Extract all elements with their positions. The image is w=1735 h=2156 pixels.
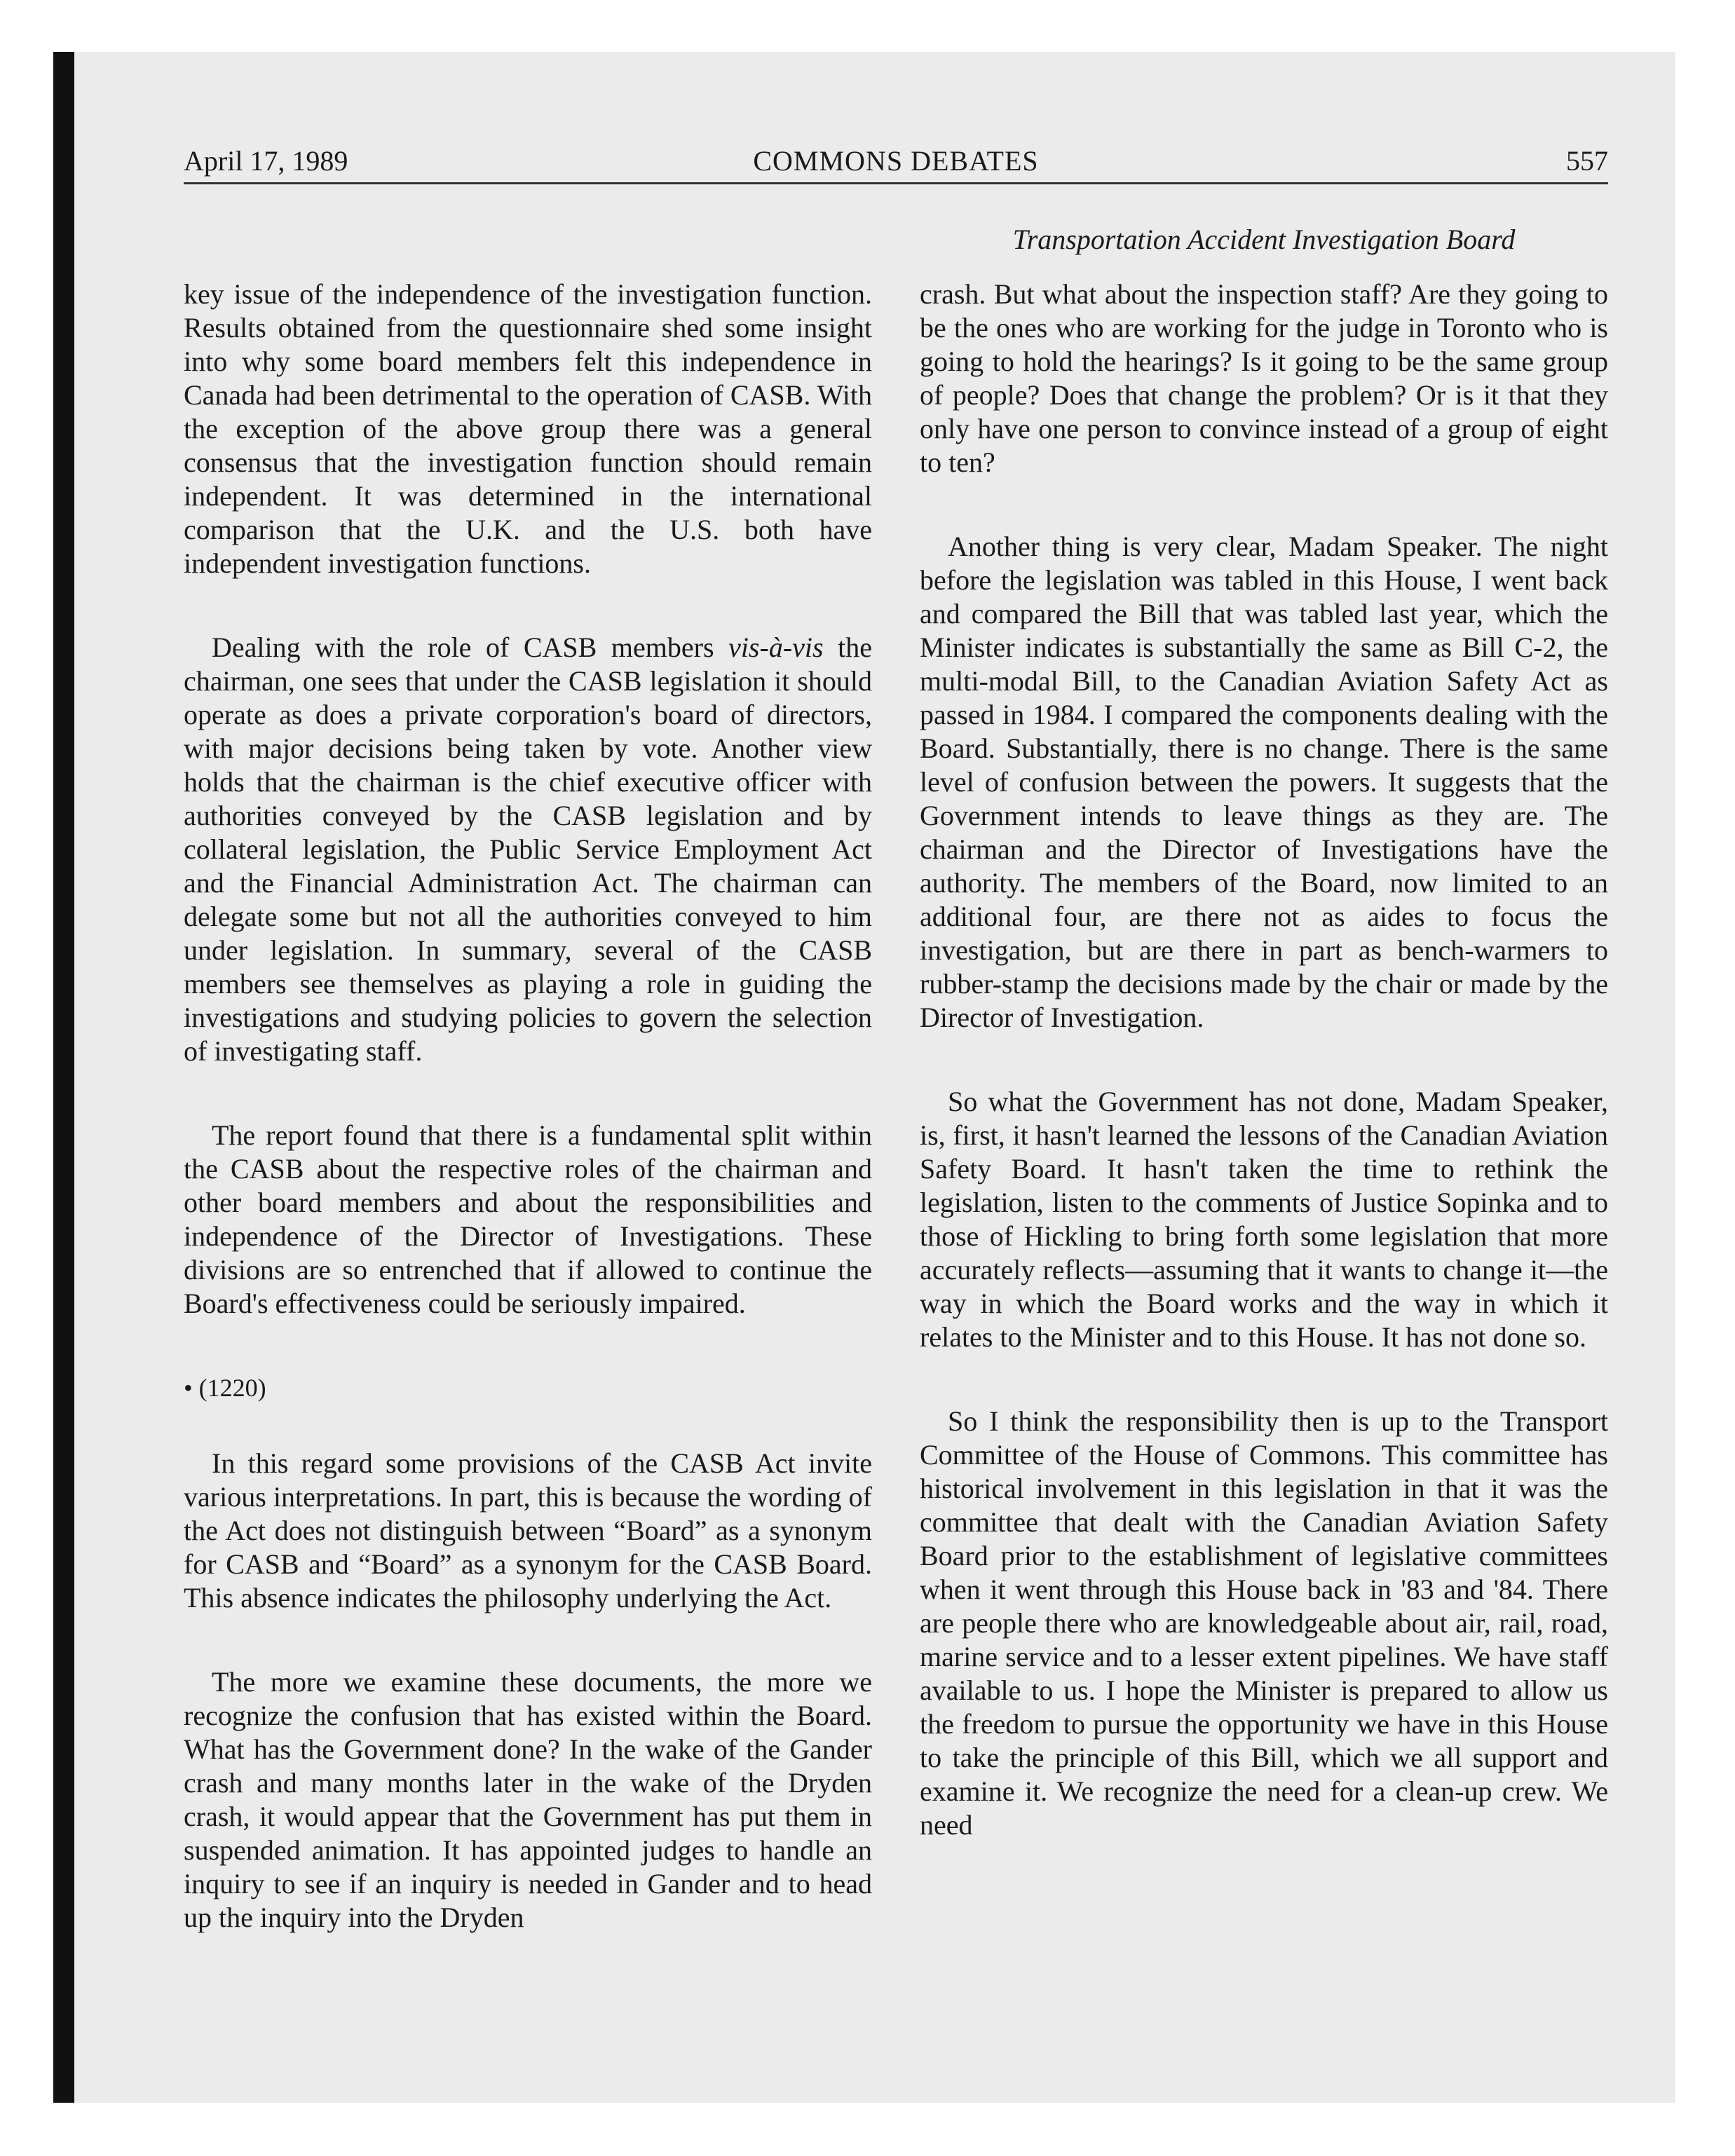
- header-title: COMMONS DEBATES: [753, 145, 1039, 177]
- left-paragraph-1: key issue of the independence of the investigation function. Results obtained from the questionnaire shed some insight into why some board members felt this independence in Canada had been detrimental to the operation of CASB. With the exception of the above group there was a general consensus that the investigation function should remain independent. It was determined in the international comparison that the U.K. and the U.S. both have independent investigation functions.: [184, 278, 872, 579]
- left-paragraph-3: The report found that there is a fundamental split within the CASB about the respective roles of the chairman and other board members and about the responsibilities and independence of the Director of Investigations. These divisions are so entrenched that if allowed to continue the Board's effectiveness could be seriously impaired.: [184, 1119, 872, 1319]
- page-header: [184, 137, 1608, 179]
- left-paragraph-4: In this regard some provisions of the CASB Act invite various interpretations. In part, this is because the wording of the Act does not distinguish between “Board” as a synonym for CASB and “Board” as a synonym for the CASB Board. This absence indicates the philosophy underlying the Act.: [184, 1447, 872, 1613]
- right-paragraph-2: Another thing is very clear, Madam Speaker. The night before the legislation was tabled in this House, I went back and compared the Bill that was tabled last year, which the Minister indicates is substantially the same as Bill C-2, the multi-modal Bill, to the Canadian Aviation Safety Act as passed in 1984. I compared the components dealing with the Board. Substantially, there is no change. There is the same level of confusion between the powers. It suggests that the Government intends to leave things as they are. The chairman and the Director of Investigations have the authority. The members of the Board, now limited to an additional four, are there not as aides to focus the investigation, but are there in part as bench-warmers to rubber-stamp the decisions made by the chair or made by the Director of Investigation.: [920, 531, 1608, 1033]
- left-paragraph-2-end: the chairman, one sees that under the CASB legislation it should operate as does a private corporation's board of directors, with major decisions being taken by vote. Another view holds that the chairman is the chief executive officer with authorities conveyed by the CASB legislation and by collateral legislation, the Public Service Employment Act and the Financial Administration Act. The chairman can delegate some but not all the authorities conveyed to him under legislation. In summary, several of the CASB members see themselves as playing a role in guiding the investigations and studying policies to govern the selection of investigating staff.: [184, 632, 872, 1067]
- header-rule: [184, 182, 1608, 184]
- header-page-number: 557: [1566, 145, 1608, 177]
- header-date: April 17, 1989: [184, 145, 348, 177]
- right-paragraph-3: So what the Government has not done, Madam Speaker, is, first, it hasn't learned the lessons of the Canadian Aviation Safety Board. It hasn't taken the time to rethink the legislation, listen to the comments of Justice Sopinka and to those of Hickling to bring forth some legislation that more accurately reflects—assuming that it wants to change it—the way in which the Board works and the way in which it relates to the Minister and to this House. It has not done so.: [920, 1086, 1608, 1353]
- left-paragraph-2-italic: vis-à-vis: [728, 632, 824, 663]
- left-paragraph-2-start: Dealing with the role of CASB members: [212, 632, 729, 663]
- time-marker: • (1220): [184, 1374, 266, 1402]
- right-paragraph-4: So I think the responsibility then is up to the Transport Committee of the House of Commons. This committee has historical involvement in this legislation in that it was the committee that dealt with the Canadian Aviation Safety Board prior to the establishment of legislative committees when it went through this House back in '83 and '84. There are people there who are knowledgeable about air, rail, road, marine service and to a lesser extent pipelines. We have staff available to us. I hope the Minister is prepared to allow us the freedom to pursue the opportunity we have in this House to take the principle of this Bill, which we all support and examine it. We recognize the need for a clean-up crew. We need: [920, 1405, 1608, 1841]
- left-paragraph-2: [184, 631, 872, 1068]
- right-paragraph-1: crash. But what about the inspection staff? Are they going to be the ones who are working for the judge in Toronto who is going to hold the hearings? Is it going to be the same group of people? Does that change the problem? Or is it that they only have one person to convince instead of a group of eight to ten?: [920, 278, 1608, 478]
- section-title: Transportation Accident Investigation Board: [1012, 224, 1516, 255]
- left-column: [184, 278, 872, 1935]
- right-column: [920, 278, 1608, 1842]
- binding-edge: [53, 52, 74, 2103]
- left-paragraph-5: The more we examine these documents, the more we recognize the confusion that has existed within the Board. What has the Government done? In the wake of the Gander crash and many months later in the wake of the Dryden crash, it would appear that the Government has put them in suspended animation. It has appointed judges to handle an inquiry to see if an inquiry is needed in Gander and to head up the inquiry into the Dryden: [184, 1666, 872, 1933]
